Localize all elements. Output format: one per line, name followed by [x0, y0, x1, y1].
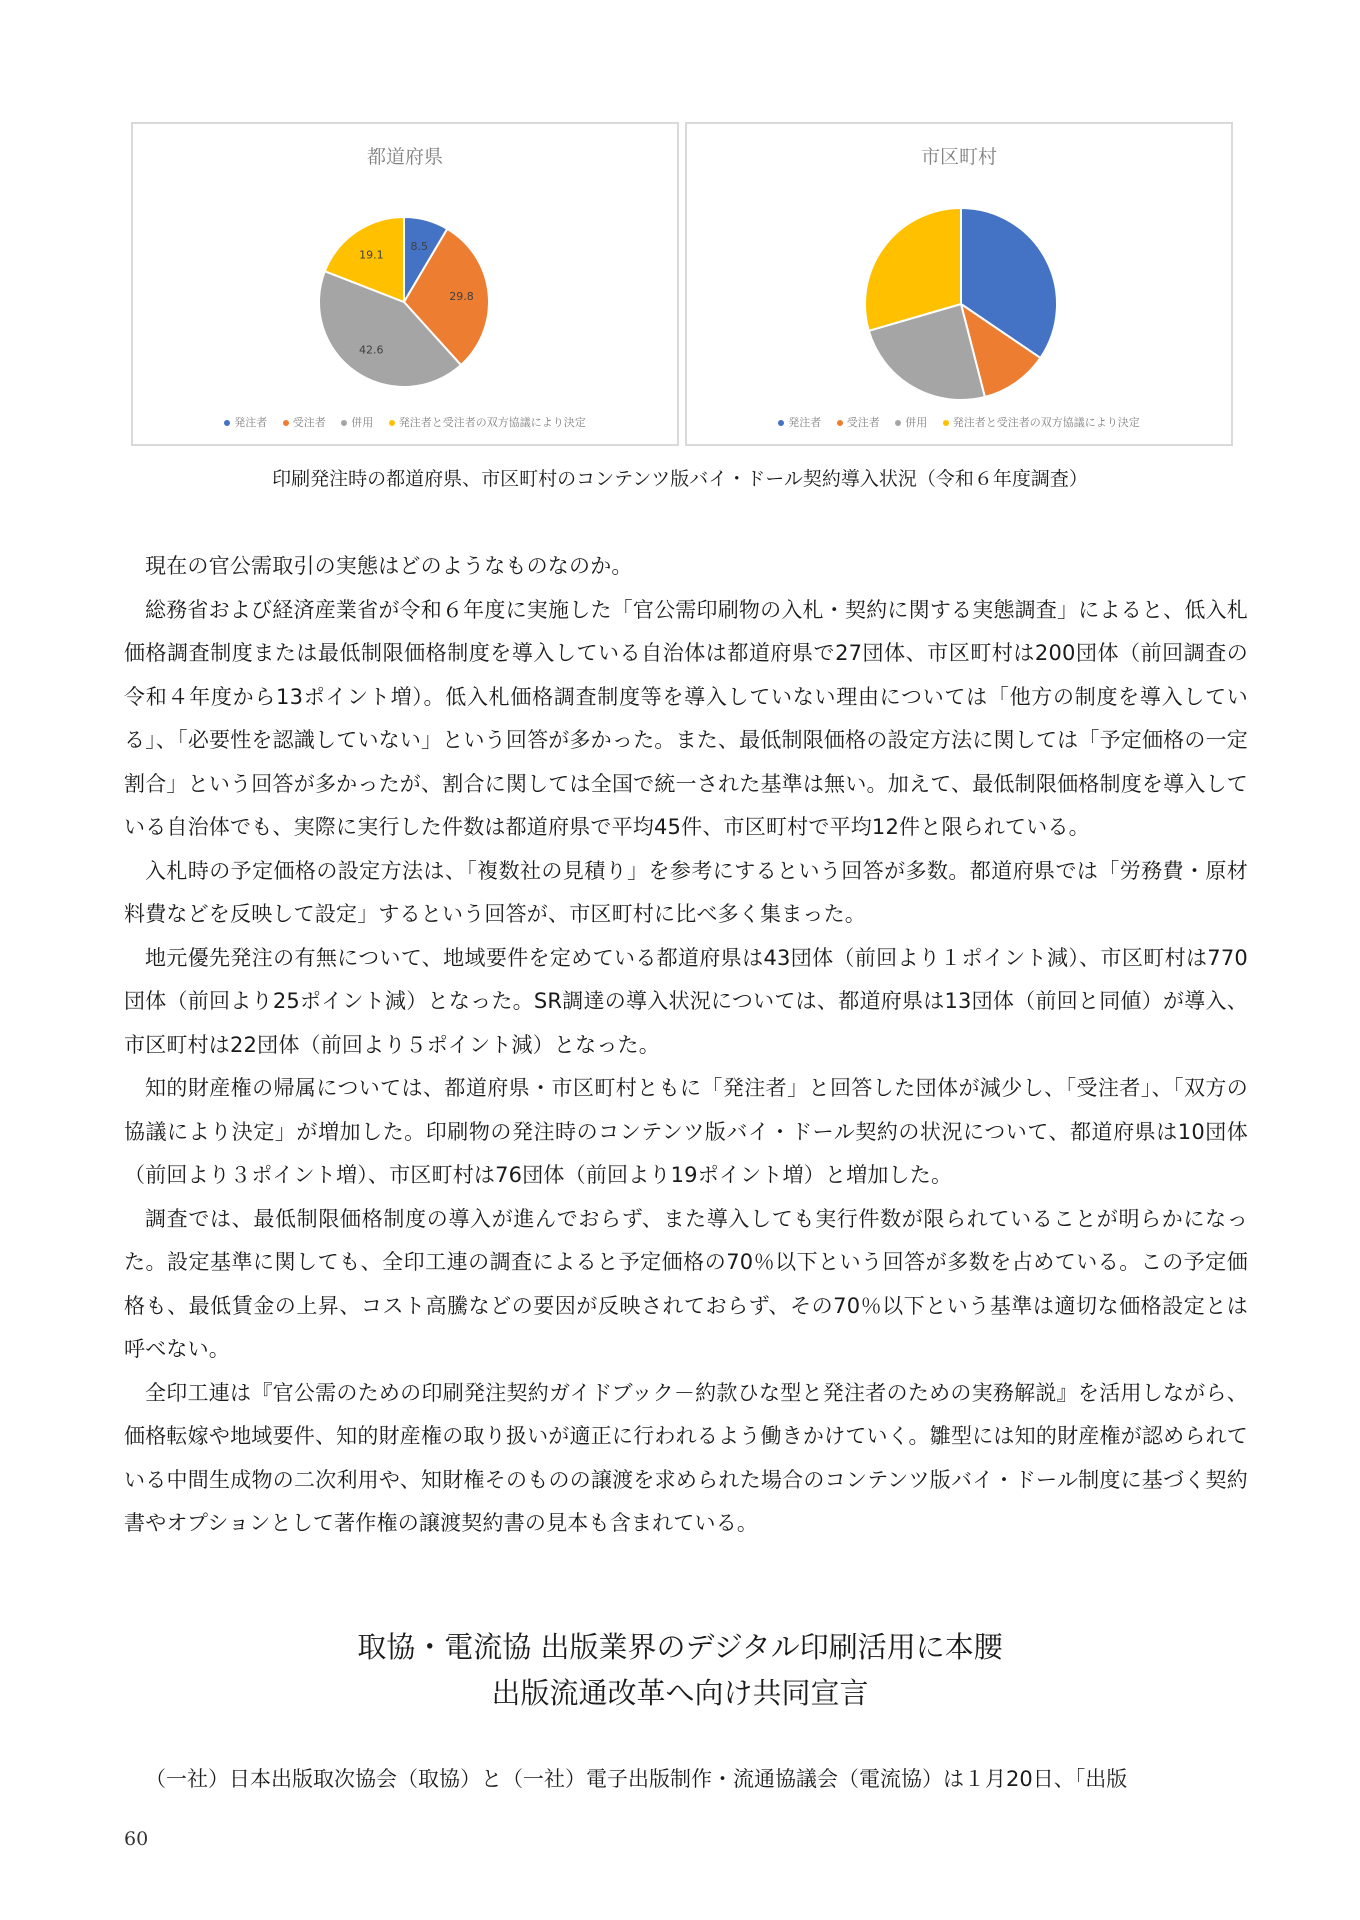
chart-legend: [687, 414, 1231, 430]
article-heading: [0, 1624, 1360, 1716]
legend-item: [341, 414, 373, 430]
figure-caption: 印刷発注時の都道府県、市区町村のコンテンツ版バイ・ドール契約導入状況（令和６年度調査）: [272, 468, 1088, 490]
legend-dot: [389, 420, 395, 426]
legend-item: [389, 414, 586, 430]
chart-title: 都道府県: [366, 146, 443, 168]
pie-data-label: 29.8: [449, 290, 474, 304]
legend-label: 発注者: [788, 416, 822, 429]
pie-data-label: 8.5: [410, 240, 429, 254]
legend-dot: [341, 420, 347, 426]
legend-label: 併用: [905, 416, 928, 429]
legend-dot: [778, 420, 784, 426]
legend-label: 併用: [351, 416, 374, 429]
legend-dot: [837, 420, 843, 426]
chart-prefectures: [131, 122, 679, 446]
legend-dot: [895, 420, 901, 426]
legend-item: [224, 414, 267, 430]
pie-data-label: 42.6: [358, 343, 384, 357]
paragraph: 全印工連は『官公需のための印刷発注契約ガイドブック－約款ひな型と発注者のための実務解説』を活用しながら、価格転嫁や地域要件、知的財産権の取り扱いが適正に行われるよう働きかけていく。雛型には知的財産権が認められている中間生成物の二次利用や、知財権そのものの譲渡を求められた場合のコンテンツ版バイ・ドール制度に基づく契約書やオプションとして著作権の譲渡契約書の見本も含まれている。: [124, 1380, 1248, 1535]
legend-item: [943, 414, 1140, 430]
legend-item: [283, 414, 326, 430]
paragraph: 総務省および経済産業省が令和６年度に実施した「官公需印刷物の入札・契約に関する実態調査」によると、低入札価格調査制度または最低制限価格制度を導入している自治体は都道府県で27団体、市区町村は200団体（前回調査の令和４年度から13ポイント増）。低入札価格調査制度等を導入していない理由については「他方の制度を導入している」、「必要性を認識していない」という回答が多かった。また、最低制限価格の設定方法に関しては「予定価格の一定割合」という回答が多かったが、割合に関しては全国で統一された基準は無い。加えて、最低制限価格制度を導入している自治体でも、実際に実行した件数は都道府県で平均45件、市区町村で平均12件と限られている。: [124, 597, 1248, 839]
legend-item: [895, 414, 927, 430]
paragraph: （一社）日本出版取次協会（取協）と（一社）電子出版制作・流通協議会（電流協）は１月20日、「出版: [145, 1767, 1128, 1791]
legend-label: 受注者: [846, 416, 880, 429]
chart-title: 市区町村: [920, 146, 997, 168]
chart-legend: [133, 414, 677, 430]
legend-item: [837, 414, 880, 430]
paragraph: 調査では、最低制限価格制度の導入が進んでおらず、また導入しても実行件数が限られていることが明らかになった。設定基準に関しても、全印工連の調査によると予定価格の70％以下という回答が多数を占めている。この予定価格も、最低賃金の上昇、コスト高騰などの要因が反映されておらず、その70％以下という基準は適切な価格設定とは呼べない。: [124, 1206, 1248, 1361]
legend-dot: [224, 420, 230, 426]
page-number: 60: [124, 1828, 149, 1850]
heading-line: 出版流通改革へ向け共同宣言: [491, 1676, 869, 1710]
legend-item: [778, 414, 821, 430]
pie-data-label: 19.1: [359, 248, 384, 262]
legend-label: 発注者: [234, 416, 268, 429]
article-body: [124, 545, 1248, 1546]
paragraph: 地元優先発注の有無について、地域要件を定めている都道府県は43団体（前回より１ポイント減）、市区町村は770団体（前回より25ポイント減）となった。SR調達の導入状況については、都道府県は13団体（前回と同値）が導入、市区町村は22団体（前回より５ポイント減）となった。: [124, 945, 1248, 1057]
legend-label: 発注者と受注者の双方協議により決定: [398, 416, 586, 429]
legend-dot: [283, 420, 289, 426]
legend-label: 受注者: [292, 416, 326, 429]
chart-municipalities: [685, 122, 1233, 446]
paragraph: 入札時の予定価格の設定方法は、「複数社の見積り」を参考にするという回答が多数。都道府県では「労務費・原材料費などを反映して設定」するという回答が、市区町村に比べ多く集まった。: [124, 858, 1248, 926]
legend-dot: [943, 420, 949, 426]
pie-svg: [133, 124, 681, 448]
pie-svg: [687, 124, 1235, 448]
heading-line: 取協・電流協 出版業界のデジタル印刷活用に本腰: [357, 1630, 1003, 1664]
legend-label: 発注者と受注者の双方協議により決定: [952, 416, 1140, 429]
paragraph: 知的財産権の帰属については、都道府県・市区町村ともに「発注者」と回答した団体が減少し、「受注者」、「双方の協議により決定」が増加した。印刷物の発注時のコンテンツ版バイ・ドール契約の状況について、都道府県は10団体（前回より３ポイント増）、市区町村は76団体（前回より19ポイント増）と増加した。: [124, 1076, 1248, 1187]
paragraph: 現在の官公需取引の実態はどのようなものなのか。: [145, 554, 633, 578]
pie-charts: [131, 122, 1233, 448]
